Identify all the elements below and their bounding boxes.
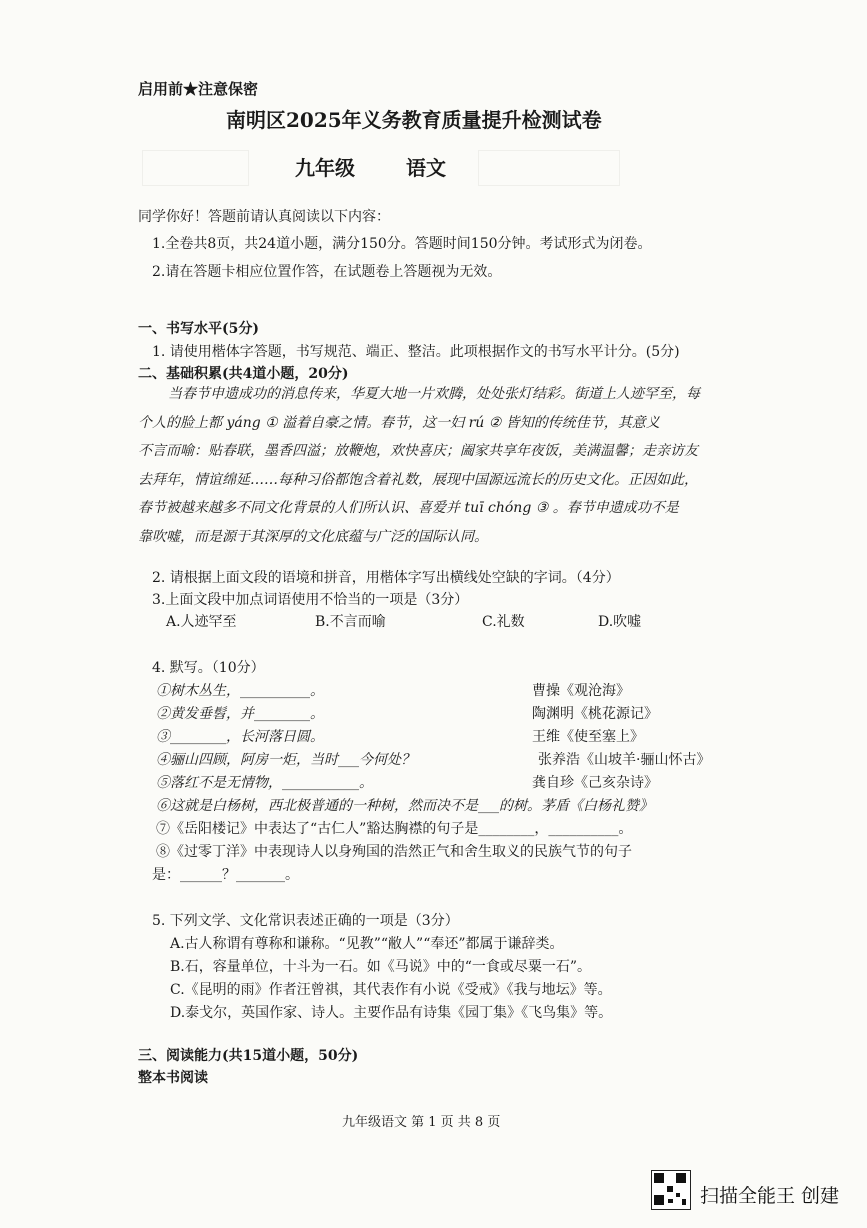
dictation-line: ③________，长河落日圆。 bbox=[156, 729, 324, 745]
qr-code-icon bbox=[651, 1170, 691, 1210]
question-2: 2. 请根据上面文段的语境和拼音，用楷体字写出横线处空缺的字词。（4分） bbox=[152, 570, 620, 586]
passage-line: 不言而喻：贴春联，墨香四溢；放鞭炮，欢快喜庆；阖家共享年夜饭，美满温馨；走亲访友 bbox=[138, 443, 698, 459]
dictation-source: 王维《使至塞上》 bbox=[532, 729, 644, 745]
dictation-source: 陶渊明《桃花源记》 bbox=[532, 706, 658, 722]
option-b: B.石，容量单位，十斗为一石。如《马说》中的“一食或尽粟一石”。 bbox=[170, 959, 592, 975]
option-c: C.礼数 bbox=[482, 614, 525, 630]
option-d: D.吹嘘 bbox=[598, 614, 642, 630]
option-c: C.《昆明的雨》作者汪曾祺，其代表作有小说《受戒》《我与地坛》等。 bbox=[170, 982, 612, 998]
dictation-line: ②黄发垂髫，并________。 bbox=[156, 706, 324, 722]
dictation-line: ⑤落红不是无情物，___________。 bbox=[156, 775, 373, 791]
question-3: 3.上面文段中加点词语使用不恰当的一项是（3分） bbox=[152, 592, 469, 608]
grade-label: 九年级 bbox=[295, 156, 355, 180]
dictation-source: 张养浩《山坡羊·骊山怀古》 bbox=[538, 752, 711, 768]
section-heading: 一、书写水平(5分) bbox=[138, 321, 259, 337]
section-heading: 二、基础积累(共4道小题，20分) bbox=[138, 366, 349, 382]
question-1: 1. 请使用楷体字答题，书写规范、端正、整洁。此项根据作文的书写水平计分。(5分) bbox=[152, 344, 680, 360]
dictation-line: ⑥这就是白杨树，西北极普通的一种树，然而决不是___的树。茅盾《白杨礼赞》 bbox=[156, 798, 653, 814]
dictation-source: 龚自珍《己亥杂诗》 bbox=[532, 775, 658, 791]
passage-line: 靠吹嘘，而是源于其深厚的文化底蕴与广泛的国际认同。 bbox=[138, 528, 488, 545]
question-4: 4. 默写。（10分） bbox=[152, 660, 265, 676]
notice-item: 1.全卷共8页，共24道小题，满分150分。答题时间150分钟。考试形式为闭卷。 bbox=[152, 236, 652, 252]
option-a: A.人迹罕至 bbox=[166, 614, 237, 630]
question-5: 5. 下列文学、文化常识表述正确的一项是（3分） bbox=[152, 913, 459, 929]
option-d: D.泰戈尔，英国作家、诗人。主要作品有诗集《园丁集》《飞鸟集》等。 bbox=[170, 1005, 613, 1021]
passage-line: 春节被越来越多不同文化背景的人们所认识、喜爱并 tuī chóng ③ 。春节申遗成功不是 bbox=[138, 500, 679, 516]
exam-title: 南明区2025年义务教育质量提升检测试卷 bbox=[226, 108, 602, 132]
notice-item: 2.请在答题卡相应位置作答，在试题卷上答题视为无效。 bbox=[152, 264, 502, 280]
passage-line: 当春节申遗成功的消息传来，华夏大地一片欢腾，处处张灯结彩。街道上人迹罕至，每 bbox=[168, 386, 700, 402]
passage-line: 个人的脸上都 yáng ① 溢着自豪之情。春节，这一妇 rú ② 皆知的传统佳节，其意义 bbox=[138, 414, 660, 431]
dictation-source: 曹操《观沧海》 bbox=[532, 683, 630, 699]
scan-ghost-box bbox=[478, 150, 620, 186]
page-number: 九年级语文 第 1 页 共 8 页 bbox=[342, 1115, 501, 1130]
notice-greeting: 同学你好！答题前请认真阅读以下内容： bbox=[138, 209, 390, 225]
subject-label: 语文 bbox=[406, 156, 446, 180]
passage-line: 去拜年，情谊绵延……每种习俗都饱含着礼数，展现中国源远流长的历史文化。正因如此， bbox=[138, 471, 698, 488]
reading-passage bbox=[138, 380, 728, 551]
dictation-line: ④骊山四顾，阿房一炬，当时___今何处？ bbox=[156, 752, 415, 768]
option-b: B.不言而喻 bbox=[315, 614, 386, 630]
confidential-mark: 启用前★注意保密 bbox=[138, 80, 259, 98]
option-a: A.古人称谓有尊称和谦称。“见教”“敝人”“奉还”都属于谦辞类。 bbox=[170, 936, 564, 952]
dictation-line: ⑧《过零丁洋》中表现诗人以身殉国的浩然正气和舍生取义的民族气节的句子 bbox=[156, 844, 632, 860]
scanner-brand: 扫描全能王 创建 bbox=[700, 1185, 840, 1207]
section-heading: 三、阅读能力(共15道小题，50分) bbox=[138, 1048, 359, 1064]
subsection-heading: 整本书阅读 bbox=[138, 1070, 208, 1086]
dictation-line: 是：______？_______。 bbox=[152, 867, 299, 883]
scan-ghost-box bbox=[142, 150, 249, 186]
dictation-line: ⑦《岳阳楼记》中表达了“古仁人”豁达胸襟的句子是________，__________。 bbox=[156, 821, 633, 837]
dictation-line: ①树木丛生，__________。 bbox=[156, 683, 324, 699]
